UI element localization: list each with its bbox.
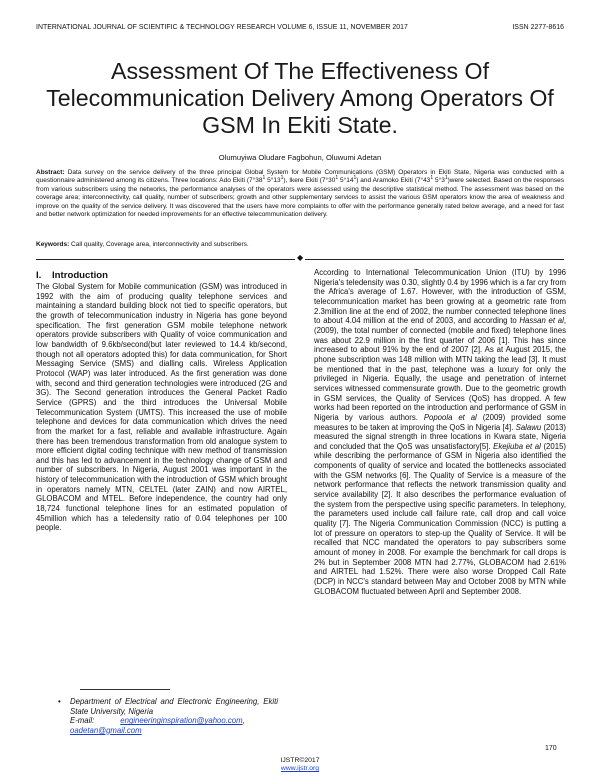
keywords [36,241,564,249]
superscript: 1 [280,175,284,182]
text: (2009) provided some measures to be taken at improving the QoS in Nigeria [4]. [314,412,566,432]
affiliation: Department of Electrical and Electronic Engineering, Ekiti State University, Nigeria [70,697,278,716]
abstract-text: Data survey on the service delivery of the three principal Global System for Mobile Communications (GSM) Operators in Ekiti State, Nigeria was conducted with a questionnaire administered among its citizens. Three locations: Ado Ekiti (7°38 [36,169,564,185]
citation: Popoola et al [423,412,477,422]
title-line: Telecommunication Delivery Among Operators Of [46,85,554,111]
abstract-label: Abstract: [36,169,65,176]
abstract-text: ), Ikere Ekiti (7°30 [283,177,336,185]
section-heading [36,270,287,281]
citation: Ekejiuba et al [493,441,541,451]
keywords-text: Call quality, Coverage area, interconnectivity and subscribers. [69,241,249,248]
left-column [36,270,287,533]
superscript: 1 [444,175,448,182]
abstract-text: 5°3 [433,177,445,185]
title-line: GSM In Ekiti State. [202,112,398,138]
superscript: 1 [335,175,339,182]
footer-label: IJSTR©2017 [280,757,320,764]
footnote-rule [80,689,170,690]
abstract-text: )were selected. Based on the responses from various subscribers using the networks, the performance analyses of the operators were assessed using the descriptive statistical method. The assessment was based on the coverage area; interconnectivity, call quality, number of subscribers; growth and other supplementary services to assist the various GSM operators know the area of weakness and improve on the quality of the service delivery. It was discovered that the users have more complaints to offer with the performance generally rated below average, and a need for fast and better network optimization for needed improvements for an effective telecommunication delivery. [36,177,564,219]
text: , (2009), the total number of connected (mobile and fixed) telephone lines was about 22.9 million in the first quarter of 2006 [1]. This has since increased to about 91% by the end of 2007 [2]. As at August 2015, the phone subscription was 148 million with MTN taking the lead [3]. It must be mentioned that in the past, telephone was a luxury for only the privileged in Nigeria. Equally, the usage and penetration of internet services witnessed commensurate growth. Due to the geometric growth in GSM services, the Quality of Services (QoS) has dropped. A few works had been reported on the introduction and performance of GSM in Nigeria by various authors. [314,316,566,422]
page-number: 170 [545,745,557,752]
abstract [36,169,564,219]
email-separator: , [242,716,245,726]
paper-title [30,58,570,139]
email-label: E-mail: [70,716,95,726]
page-footer [0,757,600,773]
abstract-text: 5°13 [265,177,281,185]
bullet-icon: • [58,697,61,706]
issn: ISSN 2277-8616 [512,24,564,31]
running-header [36,24,564,31]
right-column [314,268,566,596]
title-line: Assessment Of The Effectiveness Of [110,58,490,84]
section-title: Introduction [52,270,108,281]
email-link[interactable]: engineeringinspiration@yahoo.com [120,716,243,726]
superscript: 1 [262,175,266,182]
superscript: 1 [353,175,357,182]
footer-link[interactable]: www.ijstr.org [280,765,320,772]
text: According to International Telecommunication Union (ITU) by 1996 Nigeria's teledensity was 0.30, slightly 0.4 by 1996 which is a far cry from the Africa's average of 1.67. However, with the introduction of GSM, telecommunication market has been growing at a geometric rate from 2.3million line at the end of 2002, the number connected telephone lines to about 4.04 million at the end of 2003, and according to [314,268,566,326]
citation: Hassan et al [519,316,564,326]
paragraph: The Global System for Mobile communication (GSM) was introduced in 1992 with the aim of producing quality telephone services and maintaining a standard building block not tied to specific operators, but the growth of telecommunication industry in Nigeria has gone beyond specification. The first generation GSM mobile telephone network operators provide subscribers with Quality of voice communication and low bandwidth of 9.6kb/second(but later reviewed to 14.4 kb/second, though not all operators adopted this) for data communication, for Short Messaging Service (SMS) and dialling calls. Wireless Application Protocol (WAP) was later introduced. As the first generation was done with, second and third generation technologies were introduced (2G and 3G). The Second generation introduces the General Packet Radio Service (GPRS) and the third introduces the Universal Mobile Telecommunication System (UMTS). This increased the use of mobile telephone and devices for data communication which drives the need from the market for a fast, reliable and available infrastructure. Again there has been tremendous transformation from old analogue system to more efficient digital coding technique with new method of transmission and this has led to advancement in the technology change of GSM and number of subscribers. In Nigeria, August 2001 was important in the history of telecommunication with the introduction of GSM which brought in operators namely MTN, CELTEL (later ZAIN) and now AIRTEL, GLOBACOM and MTEL. Before independence, the country had only 18,724 functional telephone lines for an estimated population of 45million which has a teledensity ratio of 0.04 telephones per 100 people. [36,282,287,533]
keywords-label: Keywords: [36,241,70,248]
email-link[interactable]: oadetan@gmail.com [70,725,142,735]
divider-diamond-icon: ◆ [297,253,304,262]
section-number: I. [36,270,42,281]
abstract-text: ) and Aramoko Ekiti (7°43 [356,177,431,185]
footnote [58,697,278,735]
citation: Salawu [515,422,542,432]
superscript: 1 [430,175,434,182]
text: (2015) while describing the performance of GSM in Nigeria also identified the components of quality of service and located the bottlenecks associated with the GSM networks [6]. The Quality of Service is a measure of the network performance that reflects the network transmission quality and service availability [2]. It also describes the performance evaluation of the system from the perspective using specific parameters. In telephony, the parameters used include call failure rate, call drop and call voice quality [7]. The Nigeria Communication Commission (NCC) is putting a lot of pressure on operators to step-up the Quality of Service. It will be recalled that NCC mandated the operators to pay subscribers some amount of money in 2008. For example the benchmark for call drops is 2% but in September 2008 MTN had 2.77%, GLOBACOM had 2.61% and AIRTEL had 1.52%. There were also worse Dropped Call Rate (DCP) in NCC's standard between May and October 2008 by MTN while GLOBACOM fluctuated between April and September 2008. [314,441,566,596]
abstract-text: 5°14 [338,177,354,185]
text: (2013) measured the signal strength in three locations in Kwara state, Nigeria and concluded that the QoS was unsatisfactory[5]. [314,422,566,451]
paragraph [314,268,566,596]
authors: Olumuyiwa Oludare Fagbohun, Oluwumi Adetan [218,153,382,162]
journal-info: INTERNATIONAL JOURNAL OF SCIENTIFIC & TECHNOLOGY RESEARCH VOLUME 6, ISSUE 11, NOVEMBER 2017 [36,24,408,31]
